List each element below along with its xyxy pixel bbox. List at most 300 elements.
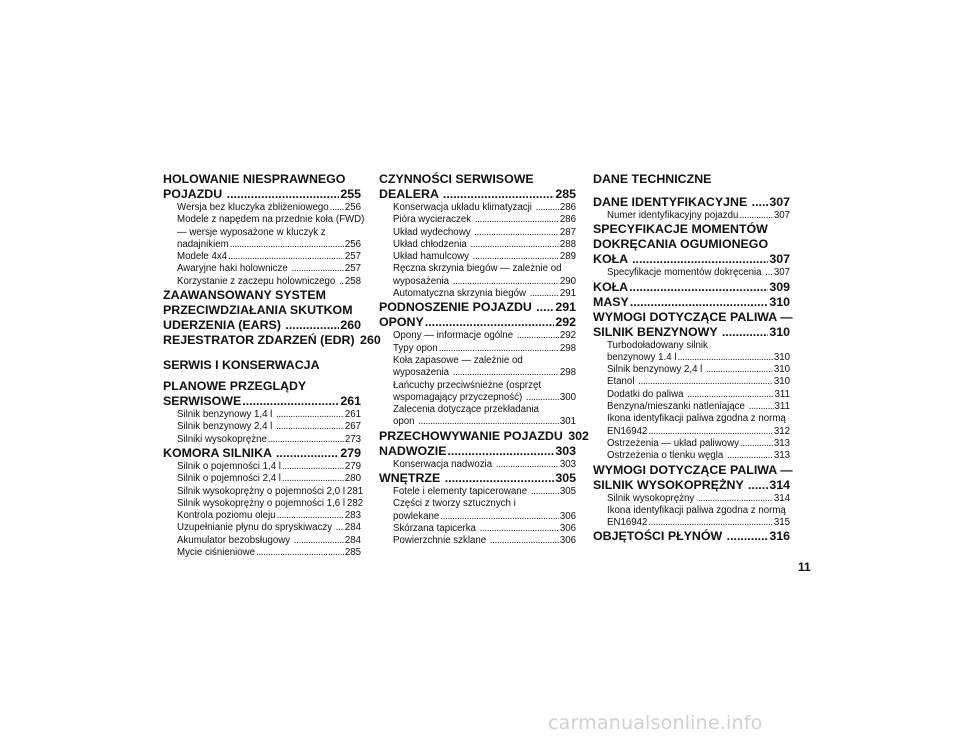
toc-entry-title: DEALERA: [379, 187, 442, 201]
toc-entry-row: [177, 434, 361, 446]
toc-entry-row: [607, 389, 790, 401]
toc-heading-entry[interactable]: [379, 428, 589, 444]
toc-subentry[interactable]: [379, 380, 576, 405]
toc-entry-title: Silnik o pojemności 1,4 l: [177, 460, 281, 472]
toc-entry-title: OBJĘTOŚCI PŁYNÓW: [593, 529, 726, 544]
toc-entry-title: Mycie ciśnieniowe: [177, 547, 256, 559]
toc-entry-title: Opony — informacje ogólne: [393, 330, 516, 342]
toc-heading-entry[interactable]: [593, 529, 790, 544]
dot-leader: [475, 214, 559, 226]
toc-entry-title: Silnik wysokoprężny: [607, 492, 697, 504]
dot-leader: [418, 416, 559, 428]
toc-page-number: 305: [559, 486, 576, 498]
toc-heading-entry[interactable]: [163, 446, 361, 461]
toc-entry-row: [379, 471, 576, 486]
dot-leader: [473, 251, 559, 263]
toc-entry-row: [393, 535, 576, 547]
toc-entry-title: NADWOZIE: [379, 443, 447, 458]
toc-entry-row: [593, 280, 790, 295]
dot-leader: [453, 276, 559, 288]
toc-entry-row: [593, 478, 790, 493]
toc-entry-row: [177, 263, 361, 275]
dot-leader: [330, 202, 344, 214]
toc-subentry[interactable]: [163, 473, 361, 485]
toc-entry-row: [593, 325, 790, 340]
toc-entry-title: wyposażenia: [393, 275, 452, 287]
toc-entry-row: [393, 416, 576, 428]
toc-entry-row: [393, 330, 576, 342]
toc-page-number: 303: [559, 458, 576, 470]
toc-entry-title: Korzystanie z zaczepu holowniczego: [177, 275, 339, 287]
toc-page-number: 258: [344, 275, 361, 287]
toc-entry-title: Układ wydechowy: [393, 226, 474, 238]
toc-entry-title: Układ chłodzenia: [393, 238, 470, 250]
toc-page-number: 283: [344, 510, 361, 522]
toc-subentry[interactable]: [593, 376, 790, 388]
toc-entry-title: OPONY: [379, 315, 424, 330]
toc-subentry[interactable]: [379, 263, 576, 288]
toc-entry-title: PRZECHOWYWANIE POJAZDU: [379, 428, 567, 443]
toc-entry-line: Turbodoładowany silnik: [607, 339, 708, 351]
toc-page-number: 314: [769, 477, 790, 492]
toc-subentry[interactable]: [379, 498, 576, 523]
toc-heading-entry[interactable]: [593, 222, 790, 267]
dot-leader: [517, 330, 559, 342]
toc-page-number: 257: [344, 251, 361, 263]
dot-leader: [536, 300, 554, 315]
toc-entry-line: PRZECIWDZIAŁANIA SKUTKOM: [163, 303, 353, 318]
toc-entry-line: Łańcuchy przeciwśnieżne (osprzęt: [393, 379, 542, 391]
toc-entry-title: nadajnikiem: [177, 238, 229, 250]
watermark: carmanualsonline.info: [548, 712, 763, 734]
toc-subentry[interactable]: [163, 276, 361, 288]
toc-page-number: 257: [344, 263, 361, 275]
toc-page-number: 281: [347, 485, 364, 497]
toc-page-number: 291: [559, 288, 576, 300]
toc-page-number: 260: [360, 333, 381, 348]
toc-page-number: 302: [568, 428, 589, 443]
toc-subentry[interactable]: [379, 343, 576, 355]
toc-page-number: 288: [559, 238, 576, 250]
toc-page-number: 279: [344, 460, 361, 472]
toc-page-number: 286: [559, 202, 576, 213]
toc-entry-title: Konserwacja układu klimatyzacji: [393, 202, 535, 213]
toc-page-number: 260: [340, 318, 361, 333]
toc-entry-row: [607, 438, 790, 450]
dot-leader: [526, 392, 559, 404]
toc-subentry[interactable]: [379, 288, 576, 300]
toc-page-number: 310: [773, 376, 790, 388]
toc-subentry[interactable]: [163, 485, 364, 498]
toc-entry-title: Pióra wycieraczek: [393, 214, 474, 226]
toc-entry-row: [379, 315, 576, 330]
toc-heading-entry[interactable]: [163, 288, 361, 333]
toc-page-number: 307: [773, 267, 790, 279]
toc-subentry[interactable]: [379, 330, 576, 342]
toc-entry-title: Kontrola poziomu oleju: [177, 510, 276, 522]
toc-heading-entry[interactable]: [593, 280, 790, 295]
dot-leader: [268, 434, 344, 446]
toc-entry-title: KOŁA: [593, 279, 629, 294]
toc-heading-entry[interactable]: [593, 462, 793, 493]
toc-subentry[interactable]: [379, 239, 576, 251]
toc-entry-title: powlekane: [393, 510, 440, 522]
toc-entry-row: [163, 187, 361, 202]
toc-entry-row: [177, 421, 361, 433]
dot-leader: [480, 523, 559, 535]
toc-page-number: 300: [559, 391, 576, 403]
toc-entry-row: [163, 318, 361, 333]
toc-entry-title: KOŁA: [593, 252, 632, 267]
toc-page-number: 284: [344, 522, 361, 534]
toc-page-number: 310: [773, 351, 790, 363]
toc-entry-row: [379, 444, 576, 459]
toc-entry-row: [607, 450, 790, 462]
dot-leader: [706, 364, 773, 376]
toc-page-number: 284: [344, 534, 361, 546]
toc-entry-title: SERWISOWE: [163, 394, 242, 409]
dot-leader: [453, 367, 559, 379]
dot-leader: [474, 227, 559, 239]
dot-leader: [276, 409, 344, 421]
dot-leader: [294, 535, 344, 547]
dot-leader: [632, 252, 768, 267]
toc-heading-entry[interactable]: [379, 444, 576, 459]
toc-heading-entry[interactable]: [593, 295, 790, 310]
toc-entry-row: [163, 333, 381, 348]
toc-entry-title: Akumulator bezobsługowy: [177, 534, 293, 546]
toc-subentry[interactable]: [379, 535, 576, 547]
toc-entry-row: [393, 511, 576, 523]
toc-entry-row: [177, 202, 361, 214]
toc-entry-row: [379, 300, 576, 315]
toc-entry-title: Modele 4x4: [177, 251, 228, 263]
toc-page-number: 291: [555, 300, 576, 315]
toc-entry-row: [607, 401, 790, 413]
toc-entry-line: Zalecenia dotyczące przekładania: [393, 404, 539, 416]
toc-entry-title: Typy opon: [393, 342, 438, 354]
toc-entry-line: WYMOGI DOTYCZĄCE PALIWA —: [593, 309, 793, 324]
toc-subentry[interactable]: [163, 434, 361, 446]
dot-leader: [228, 251, 344, 263]
toc-entry-row: [393, 239, 576, 251]
dot-leader: [698, 493, 773, 505]
toc-entry-row: [393, 523, 576, 535]
toc-entry-title: Automatyczna skrzynia biegów: [393, 288, 529, 300]
dot-leader: [648, 517, 772, 529]
toc-page-number: 306: [559, 535, 576, 547]
toc-subentry[interactable]: [593, 267, 790, 279]
toc-subentry[interactable]: [593, 505, 790, 530]
toc-entry-row: [593, 195, 790, 210]
toc-entry-line: WYMOGI DOTYCZĄCE PALIWA —: [593, 462, 793, 477]
toc-entry-line: CZYNNOŚCI SERWISOWE: [379, 172, 534, 186]
toc-page-number: 273: [344, 433, 361, 445]
toc-entry-title: Uzupełnianie płynu do spryskiwaczy: [177, 522, 335, 534]
toc-page-number: 307: [769, 195, 790, 209]
dot-leader: [687, 389, 773, 401]
toc-entry-line: Modele z napędem na przednie koła (FWD): [177, 214, 365, 226]
dot-leader: [722, 325, 768, 340]
toc-heading-entry[interactable]: [379, 172, 576, 202]
toc-entry-row: [393, 214, 576, 226]
toc-entry-title: WNĘTRZE: [379, 471, 444, 486]
toc-subentry[interactable]: [163, 263, 361, 275]
toc-entry-title: Silniki wysokoprężne: [177, 433, 267, 445]
toc-page-number: 285: [555, 187, 576, 201]
toc-subentry[interactable]: [593, 364, 790, 376]
toc-entry-line: Ręczna skrzynia biegów — zależnie od: [393, 263, 562, 275]
dot-leader: [256, 547, 344, 559]
toc-entry-row: [593, 529, 790, 544]
dot-leader: [531, 486, 559, 498]
toc-page-number: 298: [559, 342, 576, 354]
dot-leader: [496, 459, 559, 471]
toc-entry-title: benzynowy 1.4 l: [607, 351, 677, 363]
toc-entry-row: [163, 394, 361, 409]
toc-subentry[interactable]: [379, 486, 576, 498]
toc-entry-line: Ikona identyfikacji paliwa zgodna z normą: [607, 504, 786, 516]
toc-entry-title: opon: [393, 416, 418, 428]
toc-entry-title: KOMORA SILNIKA: [163, 445, 275, 460]
toc-heading-entry[interactable]: [593, 309, 793, 340]
toc-subentry[interactable]: [593, 340, 790, 365]
toc-page-number: 301: [559, 416, 576, 428]
toc-entry-title: Silnik wysokoprężny o pojemności 1,6 l: [177, 497, 345, 509]
dot-leader: [630, 295, 769, 310]
dot-leader: [230, 239, 344, 251]
toc-page-number: 256: [344, 202, 361, 213]
toc-entry-title: Skórzana tapicerka: [393, 522, 479, 534]
toc-heading-entry[interactable]: [379, 471, 576, 486]
toc-entry-row: [177, 409, 361, 421]
dot-leader: [740, 438, 773, 450]
toc-subentry[interactable]: [163, 251, 361, 263]
toc-entry-line: HOLOWANIE NIESPRAWNEGO: [163, 172, 346, 186]
toc-entry-row: [177, 497, 364, 510]
toc-subentry[interactable]: [163, 461, 361, 473]
toc-heading-entry[interactable]: [593, 195, 790, 210]
toc-page-number: 285: [344, 547, 361, 559]
toc-subentry[interactable]: [379, 227, 576, 239]
toc-entry-line: DOKRĘCANIA OGUMIONEGO: [593, 237, 769, 252]
toc-page-number: 307: [773, 210, 790, 221]
toc-subentry[interactable]: [379, 202, 576, 214]
toc-entry-title: Wersja bez kluczyka zbliżeniowego: [177, 202, 329, 213]
toc-entry-title: Numer identyfikacyjny pojazdu: [607, 210, 739, 221]
toc-page-number: 279: [340, 445, 361, 460]
dot-leader: [748, 478, 768, 493]
toc-entry-row: [607, 267, 790, 279]
toc-subentry[interactable]: [163, 214, 365, 251]
toc-page-number: 256: [344, 238, 361, 250]
toc-entry-title: Dodatki do paliwa: [607, 388, 687, 400]
toc-entry-row: [393, 288, 576, 300]
dot-leader: [765, 267, 773, 279]
toc-page-number: 306: [559, 522, 576, 534]
toc-subentry[interactable]: [379, 523, 576, 535]
toc-entry-title: Powierzchnie szklane: [393, 535, 489, 547]
toc-column-2: [379, 172, 589, 548]
toc-column-3: [593, 172, 793, 544]
toc-entry-title: Fotele i elementy tapicerowane: [393, 486, 530, 498]
toc-page-number: 309: [769, 279, 790, 294]
toc-entry-line: Ikona identyfikacji paliwa zgodna z normą: [607, 413, 786, 425]
toc-subentry[interactable]: [593, 210, 790, 222]
toc-entry-title: wspomagający przyczepność): [393, 391, 525, 403]
toc-entry-title: wyposażenia: [393, 367, 452, 379]
dot-leader: [277, 510, 344, 522]
toc-subentry[interactable]: [379, 251, 576, 263]
dot-leader: [727, 529, 769, 544]
toc-subentry[interactable]: [379, 459, 576, 471]
toc-subentry[interactable]: [593, 493, 790, 505]
dot-leader: [638, 376, 773, 388]
dot-leader: [536, 202, 559, 214]
toc-entry-row: [393, 227, 576, 239]
toc-heading-entry[interactable]: [163, 172, 361, 202]
toc-entry-row: [177, 276, 361, 288]
toc-entry-row: [393, 343, 576, 355]
toc-entry-row: [393, 202, 576, 214]
toc-entry-row: [379, 187, 576, 202]
toc-entry-title: Specyfikacje momentów dokręcenia: [607, 267, 765, 279]
dot-leader: [447, 444, 554, 459]
dot-leader: [282, 461, 344, 473]
toc-entry-title: Konserwacja nadwozia: [393, 458, 495, 470]
dot-leader: [276, 446, 339, 461]
toc-page-number: 315: [773, 517, 790, 529]
toc-page-number: 305: [555, 471, 576, 486]
toc-entry-row: [393, 459, 576, 471]
toc-entry-row: [607, 352, 790, 364]
toc-entry-row: [379, 428, 589, 444]
toc-entry-title: Układ hamulcowy: [393, 251, 472, 263]
dot-leader: [752, 195, 769, 210]
toc-entry-title: Ostrzeżenia o tlenku węgla: [607, 450, 727, 462]
toc-entry-row: [163, 446, 361, 461]
toc-entry-title: Silnik benzynowy 1,4 l: [177, 409, 276, 421]
toc-entry-row: [177, 522, 361, 534]
toc-page-number: 298: [559, 367, 576, 379]
dot-leader: [629, 280, 768, 295]
toc-subentry[interactable]: [163, 510, 361, 522]
toc-subentry[interactable]: [163, 421, 361, 433]
toc-entry-title: EN16942: [607, 517, 648, 529]
toc-entry-row: [177, 485, 364, 498]
toc-page-number: 286: [559, 214, 576, 226]
toc-entry-title: Etanol: [607, 376, 638, 388]
toc-subentry[interactable]: [163, 409, 361, 421]
toc-entry-row: [607, 426, 790, 438]
toc-page-number: 306: [559, 510, 576, 522]
toc-entry-row: [177, 473, 361, 485]
toc-subentry[interactable]: [163, 522, 361, 534]
toc-page-number: 282: [347, 497, 364, 509]
toc-subentry[interactable]: [163, 497, 364, 510]
toc-entry-line: — wersje wyposażone w kluczyk z: [177, 226, 326, 238]
toc-entry-row: [177, 535, 361, 547]
toc-entry-row: [607, 493, 790, 505]
dot-leader: [739, 210, 772, 222]
page-number: 11: [798, 560, 811, 574]
toc-entry-row: [607, 364, 790, 376]
toc-entry-title: MASY: [593, 294, 629, 309]
toc-heading-entry[interactable]: [163, 379, 361, 409]
toc-page-number: 261: [340, 394, 361, 409]
toc-entry-title: Silnik o pojemności 2,4 l: [177, 473, 281, 485]
toc-subentry[interactable]: [593, 401, 790, 413]
toc-entry-row: [593, 295, 790, 310]
toc-entry-row: [177, 461, 361, 473]
toc-heading-entry[interactable]: [379, 315, 576, 330]
toc-subentry[interactable]: [593, 413, 790, 438]
toc-subentry[interactable]: [593, 389, 790, 401]
toc-subentry[interactable]: [163, 547, 361, 559]
dot-leader: [276, 421, 344, 433]
toc-entry-title: UDERZENIA (EARS): [163, 318, 285, 333]
toc-page-number: 312: [773, 425, 790, 437]
toc-page-number: 255: [340, 187, 361, 201]
toc-entry-row: [393, 276, 576, 288]
toc-entry-line: Części z tworzy sztucznych i: [393, 498, 516, 510]
toc-entry-title: REJESTRATOR ZDARZEŃ (EDR): [163, 333, 359, 348]
toc-page-number: 311: [774, 401, 790, 413]
toc-page-number: 311: [774, 388, 790, 400]
dot-leader: [291, 263, 343, 275]
toc-subentry[interactable]: [379, 404, 576, 429]
toc-subentry[interactable]: [593, 438, 790, 450]
dot-leader: [285, 318, 339, 333]
toc-page-number: 310: [769, 294, 790, 309]
toc-entry-title: PODNOSZENIE POJAZDU: [379, 300, 536, 315]
toc-entry-title: Silnik benzynowy 2,4 l: [177, 421, 276, 433]
toc-page-number: 310: [769, 324, 790, 339]
toc-subentry[interactable]: [593, 450, 790, 462]
toc-subentry[interactable]: [163, 202, 361, 214]
toc-page-number: 292: [559, 330, 576, 342]
toc-page-number: 314: [773, 492, 790, 504]
dot-leader: [727, 450, 773, 462]
toc-page-number: 307: [769, 252, 790, 267]
toc-entry-line: SPECYFIKACJE MOMENTÓW: [593, 222, 768, 237]
toc-subentry[interactable]: [163, 535, 361, 547]
toc-page-number: 292: [555, 315, 576, 330]
toc-entry-row: [177, 239, 361, 251]
toc-entry-row: [593, 252, 790, 267]
toc-entry-row: [177, 547, 361, 559]
toc-page-number: 310: [773, 364, 790, 376]
toc-entry-title: SILNIK WYSOKOPRĘŻNY: [593, 477, 747, 492]
toc-entry-line: ZAAWANSOWANY SYSTEM: [163, 288, 326, 303]
toc-subentry[interactable]: [379, 214, 576, 226]
toc-subentry[interactable]: [379, 355, 576, 380]
dot-leader: [445, 471, 555, 486]
dot-leader: [440, 511, 559, 523]
dot-leader: [677, 352, 772, 364]
dot-leader: [242, 394, 339, 409]
toc-entry-title: Silnik wysokoprężny o pojemności 2,0 l: [177, 485, 345, 497]
toc-heading-entry[interactable]: [379, 300, 576, 315]
dot-leader: [336, 522, 344, 534]
toc-page-number: 280: [344, 473, 361, 485]
toc-entry-row: [607, 517, 790, 529]
toc-page-number: 289: [559, 251, 576, 263]
toc-heading-entry[interactable]: [163, 333, 381, 348]
toc-entry-row: [607, 376, 790, 388]
dot-leader: [749, 401, 774, 413]
toc-entry-line: PLANOWE PRZEGLĄDY: [163, 379, 307, 394]
